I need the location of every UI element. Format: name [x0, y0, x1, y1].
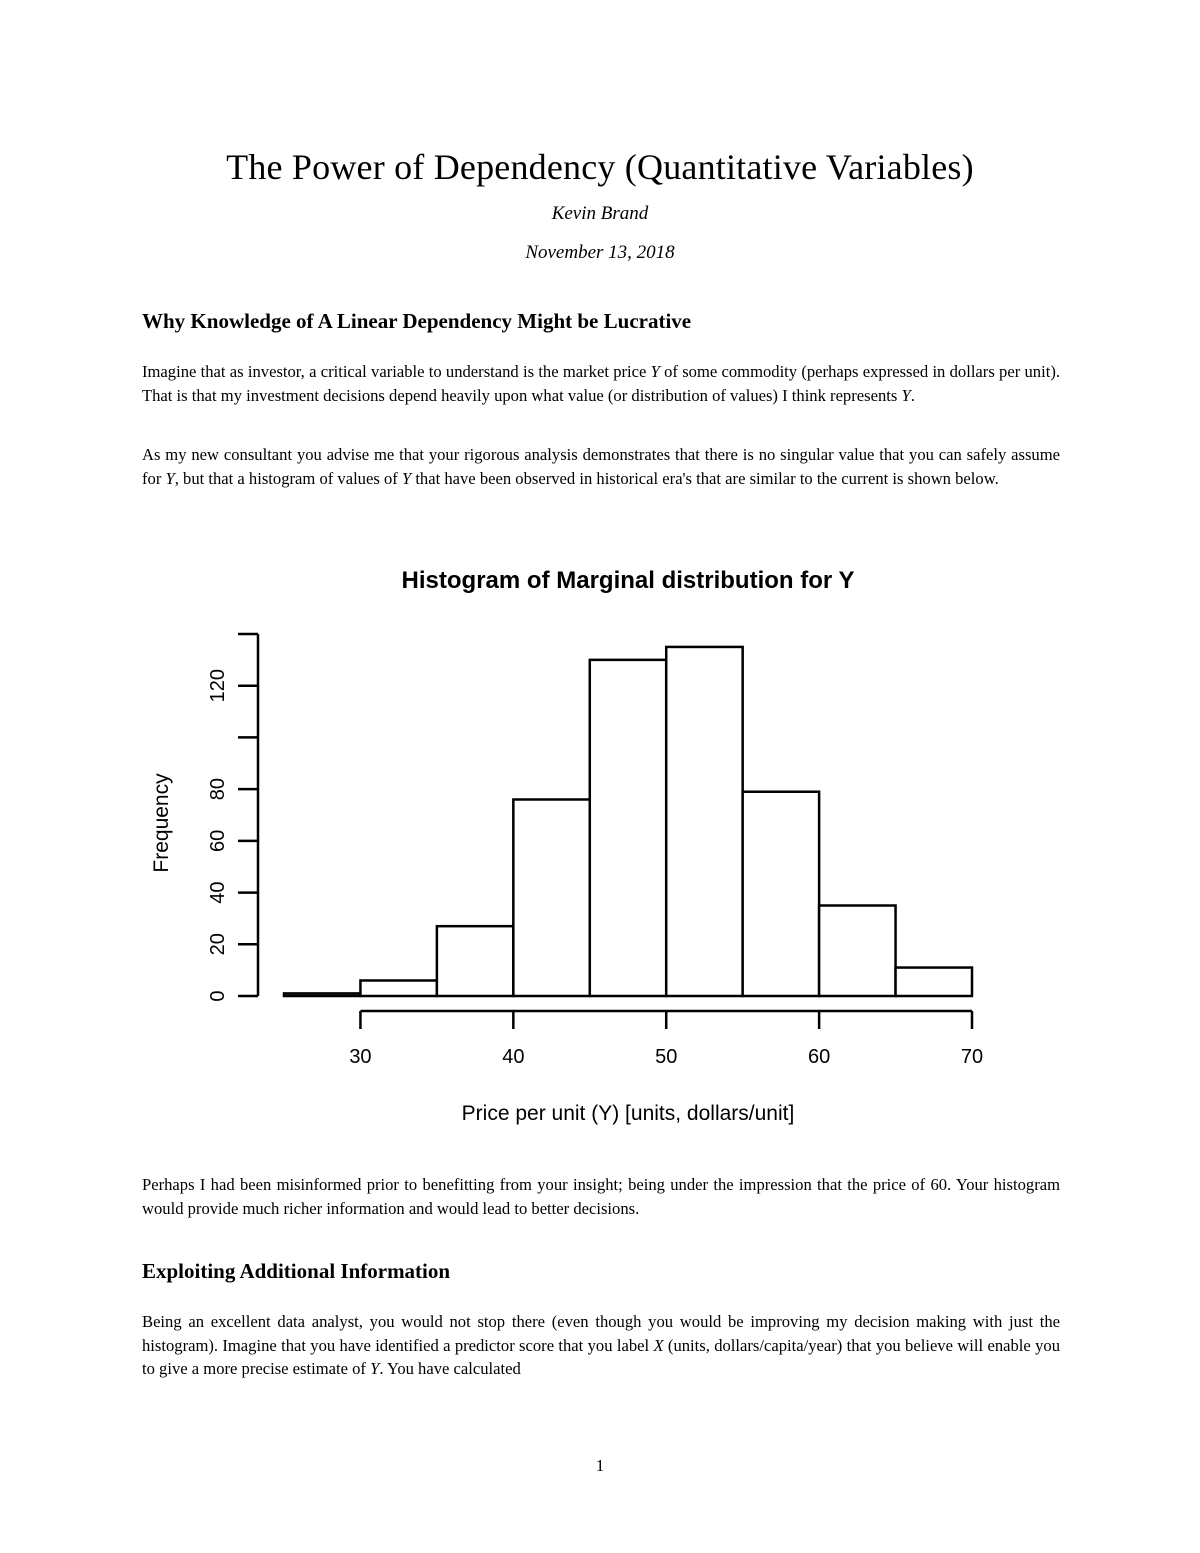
paragraph-4: Being an excellent data analyst, you would not stop there (even though you would be improving my decision making with just the histogram). Imagine that you have identified a predictor score that you label X (units, dollars/capita/year) that you believe will enable you to give a more precise estimate of Y. You have calculated [142, 1312, 1060, 1378]
histogram-bar [666, 647, 742, 996]
document-title: The Power of Dependency (Quantitative Variables) [226, 147, 974, 187]
histogram-bar [513, 799, 589, 996]
author: Kevin Brand [551, 203, 649, 224]
y-tick-label: 80 [207, 778, 229, 801]
y-axis [207, 634, 258, 1002]
histogram-svg [130, 550, 1030, 1150]
x-axis [349, 1011, 983, 1068]
x-tick-label: 40 [502, 1046, 525, 1068]
x-tick-label: 60 [807, 1046, 831, 1068]
histogram-bar [360, 980, 436, 996]
page-number: 1 [595, 1456, 605, 1475]
histogram-bar [819, 906, 895, 997]
y-tick-label: 0 [207, 990, 229, 1002]
y-tick-label: 20 [207, 933, 229, 956]
chart-title: Histogram of Marginal distribution for Y [401, 567, 855, 594]
y-tick-label: 120 [207, 669, 229, 703]
x-tick-label: 50 [655, 1046, 678, 1068]
histogram-chart [130, 550, 1030, 1150]
date: November 13, 2018 [525, 242, 675, 263]
y-tick-label: 60 [207, 829, 229, 852]
histogram-bar [284, 993, 360, 996]
paragraph-3: Perhaps I had been misinformed prior to benefitting from your insight; being under the impression that the price of 60. Your histogram would provide much richer information and would lead to better decisions. [142, 1175, 1060, 1218]
histogram-bar [590, 660, 666, 996]
section-heading-1: Why Knowledge of A Linear Dependency Might be Lucrative [142, 309, 692, 333]
histogram-bar [743, 792, 819, 996]
y-axis-label: Frequency [150, 773, 173, 873]
bars-group [284, 647, 972, 996]
paragraph-1: Imagine that as investor, a critical variable to understand is the market price Y of some commodity (perhaps expressed in dollars per unit). That is that my investment decisions depend heavily upon what value (or distribution of values) I think represents Y. [142, 362, 1060, 405]
section-heading-2: Exploiting Additional Information [142, 1259, 451, 1283]
x-tick-label: 30 [349, 1046, 372, 1068]
paragraph-2: As my new consultant you advise me that your rigorous analysis demonstrates that there is no singular value that you can safely assume for Y, but that a histogram of values of Y that have been observed in historical era's that are similar to the current is shown below. [142, 445, 1060, 488]
histogram-bar [896, 968, 972, 996]
x-axis-label: Price per unit (Y) [units, dollars/unit] [461, 1102, 795, 1125]
y-tick-label: 40 [207, 881, 229, 904]
histogram-bar [437, 926, 513, 996]
x-tick-label: 70 [960, 1046, 984, 1068]
